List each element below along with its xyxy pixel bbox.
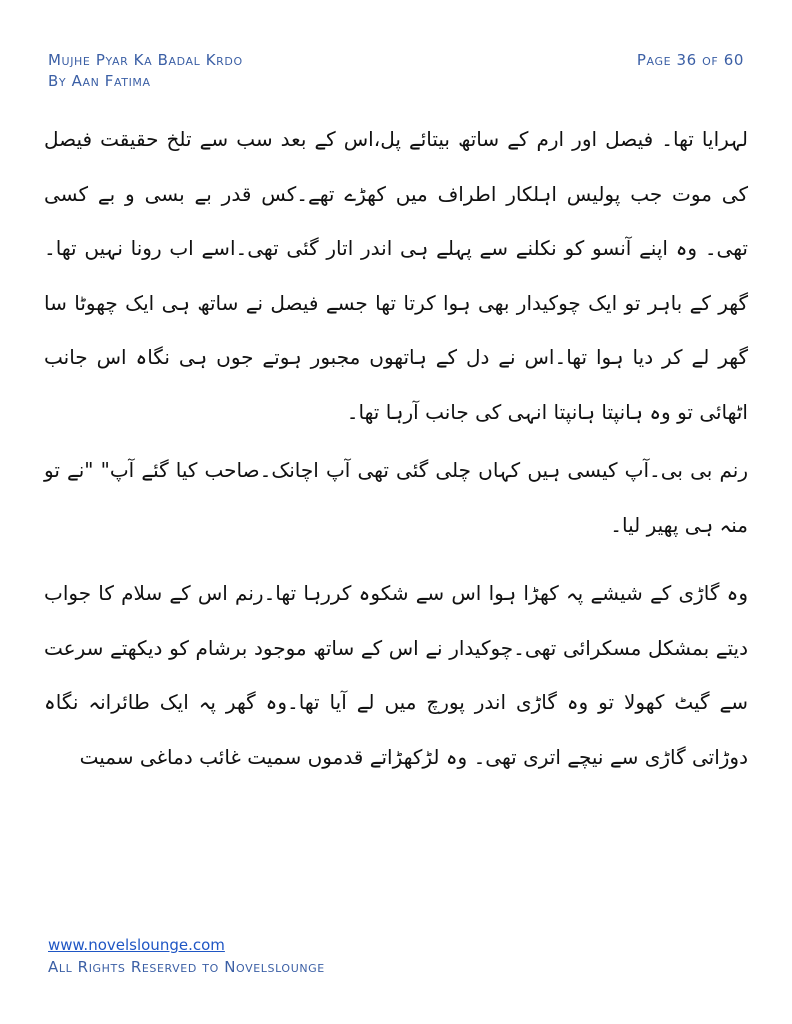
paragraph-3: وہ گاڑی کے شیشے پہ کھڑا ہوا اس سے شکوہ کررہا تھا۔رنم اس کے سلام کا جواب دیتے بمشکل مسکرائی تھی۔چوکیدار نے اس کے ساتھ موجود برشام کو دیکھتے سرعت سے گیٹ کھولا تو وہ گاڑی اندر پورچ میں لے آیا تھا۔وہ گھر پہ ایک طائرانہ نگاہ دوڑاتی گاڑی سے نیچے اتری تھی۔ وہ لڑکھڑاتے قدموں سمیت غائب دماغی سمیت [44,581,748,769]
page-indicator: Page 36 of 60 [636,51,744,69]
novel-body [44,112,748,784]
page-header [48,50,744,92]
rights-notice: All Rights Reserved to Novelslounge [48,958,325,976]
website-link[interactable]: www.novelslounge.com [48,936,225,954]
book-title: Mujhe Pyar Ka Badal Krdo [48,51,243,69]
paragraph-2: رنم بی بی۔آپ کیسی ہیں کہاں چلی گئی تھی آپ اچانک۔صاحب کیا گئے آپ" "نے تو منہ ہی پھیر لیا۔ [44,458,748,537]
page-footer [48,935,325,979]
paragraph-1: لہرایا تھا۔ فیصل اور ارم کے ساتھ بیتائے پل،اس کے بعد سب سے تلخ حقیقت فیصل کی موت جب پولیس اہلکار اطراف میں کھڑے تھے۔کس قدر بے بسی و بے کسی تھی۔ وہ اپنے آنسو کو نکلنے سے پہلے ہی اندر اتار گئی تھی۔اسے اب رونا نہیں تھا۔گھر کے باہر تو ایک چوکیدار بھی ہوا کرتا تھا جسے فیصل نے ساتھ ہی ایک چھوٹا سا گھر لے کر دیا ہوا تھا۔اس نے دل کے ہاتھوں مجبور ہوتے جوں ہی نگاہ اس جانب اٹھائی تو وہ ہانپتا ہانپتا انہی کی جانب آرہا تھا۔ [44,127,748,424]
author-name: By Aan Fatima [48,72,151,90]
